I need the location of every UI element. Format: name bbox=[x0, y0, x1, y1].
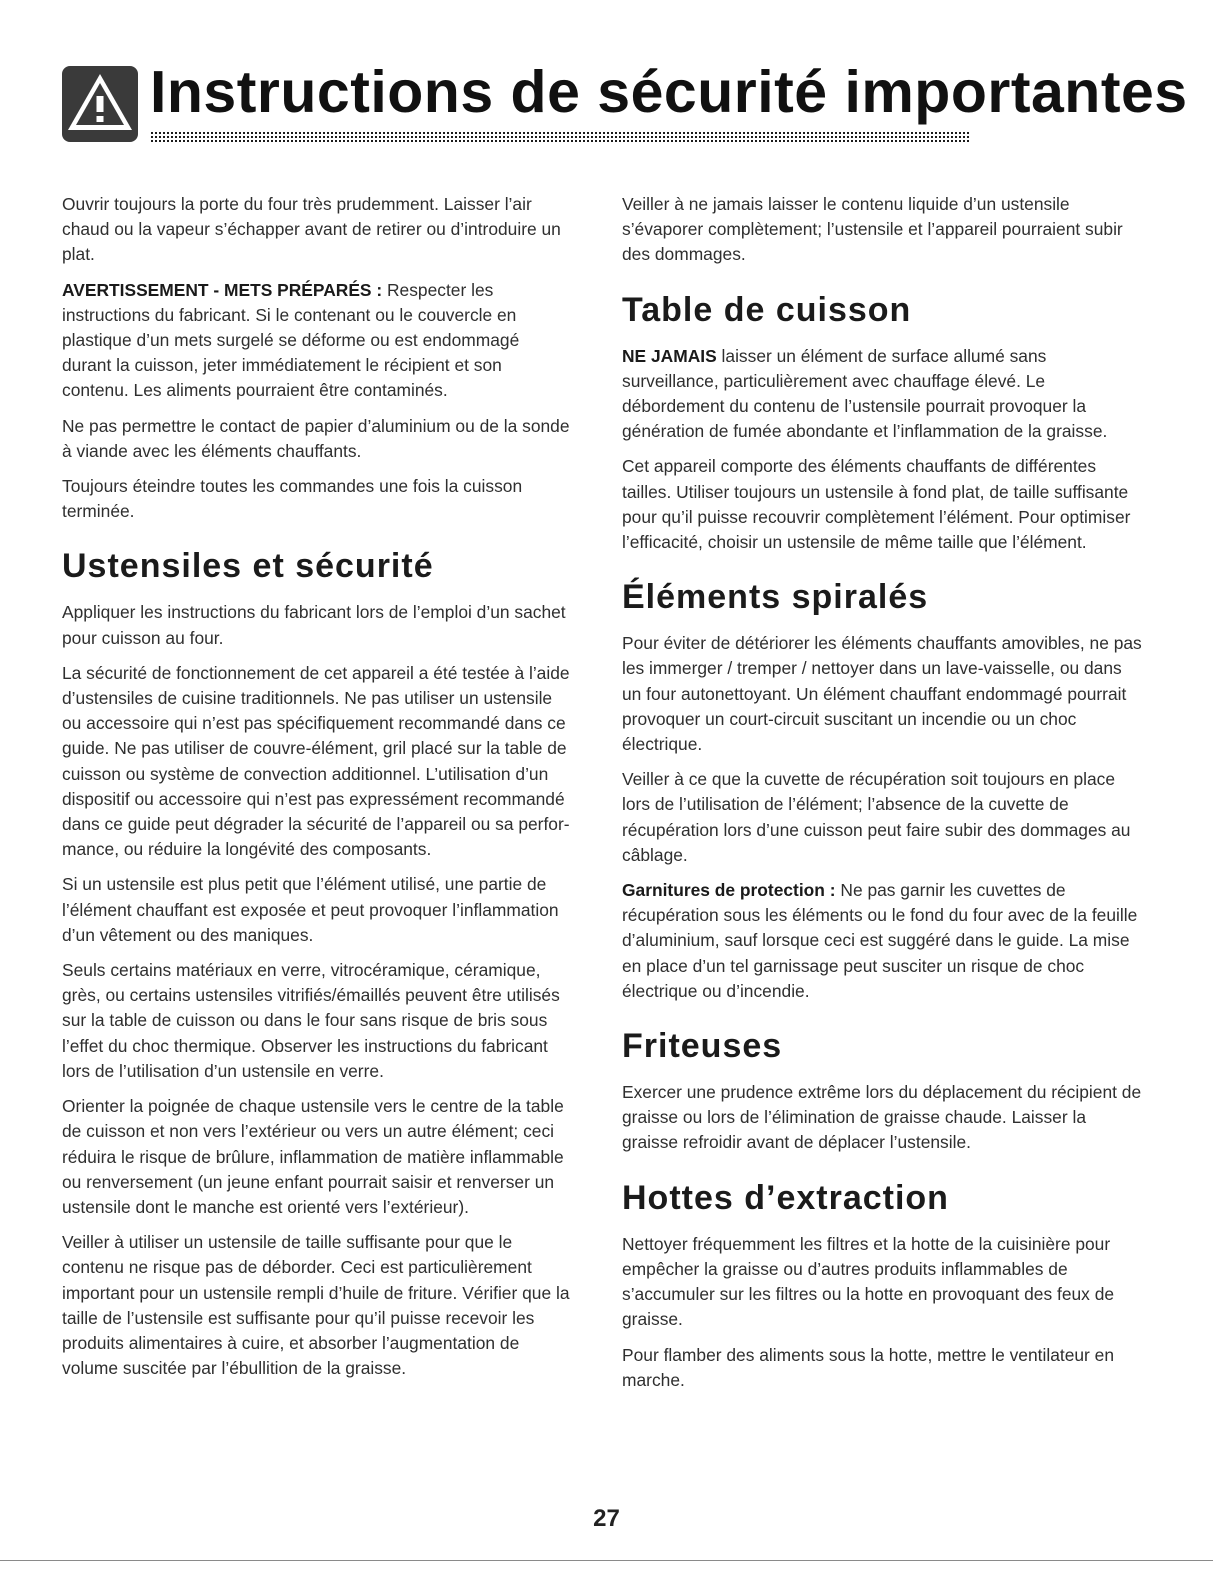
paragraph-text: Respecter les instructions du fabricant. Si le contenant ou le couvercle en plastique d’un mets surgelé se déforme ou est endommagé durant la cuisson, jeter immédiatement le récipient et son contenu. Les aliments pourraient être contaminés. bbox=[62, 279, 520, 401]
page-header bbox=[60, 59, 1188, 145]
paragraph: La sécurité de fonctionnement de cet appareil a été testée à l’aide d’ustensiles de cuisine traditionnels. Ne pas utiliser un ustensile ou accessoire qui n’est pas spécifiquement recommandé dans ce guide. Ne pas utiliser de couvre-élément, gril placé sur la table de cuisson ou système de convection additionnel. L’utilisation d’un dispositif ou accessoire qui n’est pas expressément recommandé dans ce guide peut dégrader la sécurité de l’appareil ou sa perfor-mance, ou réduire la longévité des composants. bbox=[62, 662, 570, 860]
bottom-rule bbox=[0, 1560, 1213, 1561]
paragraph-text: laisser un élément de surface allumé sans surveillance, particulièrement avec chauffage élevé. Le débordement du contenu de l’ustensile pourrait provoquer la génération de fumée abondante et l’inflammation de la graisse. bbox=[622, 345, 1108, 442]
paragraph: Orienter la poignée de chaque ustensile vers le centre de la table de cuisson et non vers l’extérieur ou vers un autre élément; ceci réduira le risque de brûlure, inflammation de matière inflammable ou renversement (un jeune enfant pourrait saisir et renverser un ustensile dont le manche est orienté vers l’extérieur). bbox=[62, 1096, 564, 1217]
section-heading-table-de-cuisson: Table de cuisson bbox=[622, 290, 912, 329]
paragraph bbox=[622, 878, 1142, 1004]
paragraph-text: Ne pas garnir les cuvettes de récupération sous les éléments ou le fond du four avec de la feuille d’aluminium, sauf lorsque ceci est suggéré dans le guide. La mise en place d’un tel garnissage peut susciter un risque de choc électrique ou d’incendie. bbox=[622, 880, 1138, 1001]
paragraph: Cet appareil comporte des éléments chauffants de différentes tailles. Utiliser toujours un ustensile à fond plat, de taille suffisante pour qu’il puisse recouvrir complètement l’élément. Pour optimiser l’efficacité, choisir un ustensile de même taille que l’élément. bbox=[622, 456, 1131, 553]
section-heading-friteuses: Friteuses bbox=[622, 1027, 783, 1066]
page-title: Instructions de sécurité importantes bbox=[150, 59, 1188, 125]
title-dotted-rule bbox=[150, 131, 970, 144]
paragraph bbox=[622, 344, 1142, 445]
left-column bbox=[62, 192, 572, 1391]
paragraph: Pour flamber des aliments sous la hotte, mettre le ventilateur en marche. bbox=[622, 1344, 1115, 1390]
warning-triangle-icon bbox=[60, 64, 140, 144]
warning-label: AVERTISSEMENT - METS PRÉPARÉS : bbox=[62, 279, 383, 300]
paragraph: Toujours éteindre toutes les commandes une fois la cuisson terminée. bbox=[62, 476, 523, 522]
warning-label: NE JAMAIS bbox=[622, 345, 717, 366]
section-heading-elements-spirales: Éléments spiralés bbox=[622, 578, 929, 617]
paragraph: Seuls certains matériaux en verre, vitrocéramique, céramique, grès, ou certains ustensiles vitrifiés/émaillés peuvent être utilisés sur la table de cuisson ou dans le four sans risque de bris sous l’effet du choc thermique. Observer les instructions du fabricant lors de l’utilisation d’un ustensile en verre. bbox=[62, 960, 560, 1081]
paragraph: Veiller à ne jamais laisser le contenu liquide d’un ustensile s’évaporer complètement; l’ustensile et l’appareil pourraient subir des dommages. bbox=[622, 194, 1123, 265]
paragraph: Appliquer les instructions du fabricant lors de l’emploi d’un sachet pour cuisson au four. bbox=[62, 602, 566, 648]
paragraph: Exercer une prudence extrême lors du déplacement du récipient de graisse ou lors de l’élimination de graisse chaude. Laisser la graisse refroidir avant de déplacer l’ustensile. bbox=[622, 1082, 1142, 1153]
right-column bbox=[622, 192, 1142, 1403]
paragraph: Ne pas permettre le contact de papier d’aluminium ou de la sonde à viande avec les éléments chauffants. bbox=[62, 415, 570, 461]
paragraph: Ouvrir toujours la porte du four très prudemment. Laisser l’air chaud ou la vapeur s’échapper avant de retirer ou d’introduire un plat. bbox=[62, 194, 561, 265]
page-number: 27 bbox=[593, 1505, 620, 1532]
paragraph bbox=[62, 278, 572, 404]
paragraph: Veiller à utiliser un ustensile de taille suffisante pour que le contenu ne risque pas de déborder. Ceci est particulièrement important pour un ustensile rempli d’huile de friture. Vérifier que la taille de l’ustensile est suffisante pour qu’il puisse recevoir les produits alimentaires à cuire, et absorber l’augmentation de volume suscitée par l’ébullition de la graisse. bbox=[62, 1232, 570, 1379]
warning-label: Garnitures de protection : bbox=[622, 880, 836, 901]
paragraph: Si un ustensile est plus petit que l’élément utilisé, une partie de l’élément chauffant est exposée et peut provoquer l’inflammation d’un vêtement ou des maniques. bbox=[62, 874, 559, 945]
section-heading-hottes: Hottes d’extraction bbox=[622, 1178, 949, 1217]
paragraph: Veiller à ce que la cuvette de récupération soit toujours en place lors de l’utilisation de l’élément; l’absence de la cuvette de récupération lors d’une cuisson peut faire subir des dommages au câblage. bbox=[622, 769, 1131, 865]
paragraph: Nettoyer fréquemment les filtres et la hotte de la cuisinière pour empêcher la graisse ou d’autres produits inflammables de s’accumuler sur les filtres ou la hotte en provoquant des feux de graisse. bbox=[622, 1233, 1115, 1330]
paragraph: Pour éviter de détériorer les éléments chauffants amovibles, ne pas les immerger / tremper / nettoyer dans un lave-vaisselle, ou dans un four autonettoyant. Un élément chauffant endommagé pourrait provoquer un court-circuit suscitant un incendie ou un choc électrique. bbox=[622, 633, 1142, 755]
section-heading-ustensiles: Ustensiles et sécurité bbox=[62, 547, 434, 586]
